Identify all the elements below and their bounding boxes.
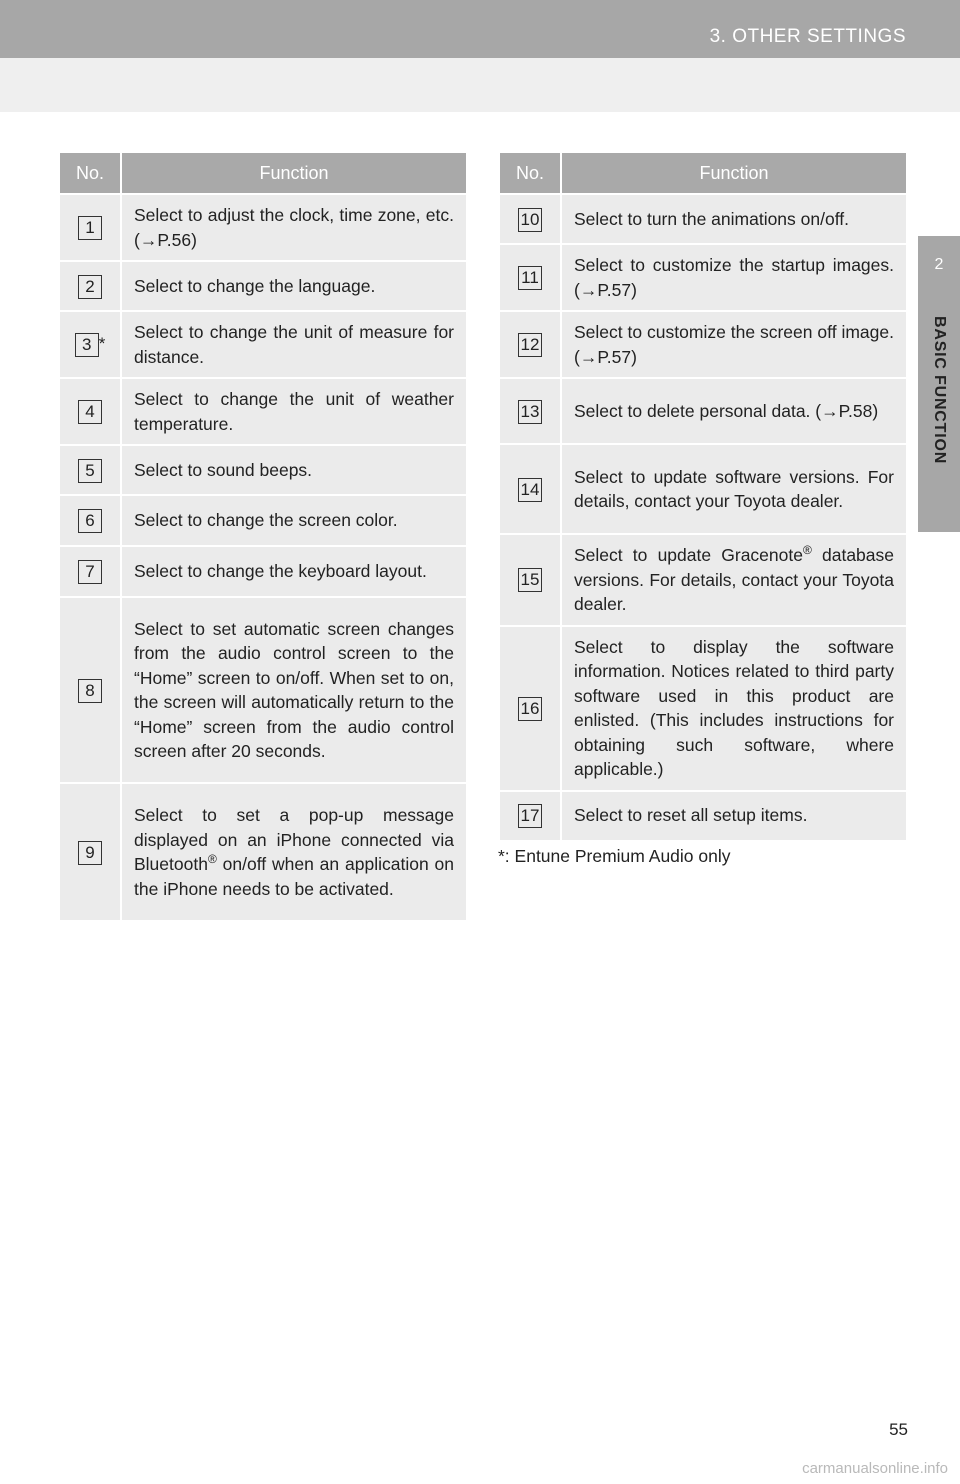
row-description: Select to change the keyboard layout. [122, 545, 466, 596]
row-description: Select to customize the startup images. (→P.57) [562, 243, 906, 310]
row-number: 16 [518, 697, 543, 721]
table-row [500, 790, 906, 840]
row-number: 9 [78, 841, 102, 865]
row-number-cell [60, 310, 122, 377]
header-band [0, 0, 960, 112]
table-row [500, 310, 906, 377]
row-number: 6 [78, 509, 102, 533]
column-header-function: Function [562, 153, 906, 193]
row-number: 13 [518, 400, 543, 424]
row-number-cell [60, 782, 122, 920]
row-number: 8 [78, 679, 102, 703]
row-description: Select to update software versions. For details, contact your Toyota dealer. [562, 443, 906, 533]
chapter-label: BASIC FUNCTION [931, 316, 948, 465]
description-text: database versions. For details, contact your Toyota dealer. [574, 545, 895, 614]
table-row [60, 193, 466, 260]
row-description: Select to change the language. [122, 260, 466, 310]
row-number-cell [500, 790, 562, 840]
row-number-cell [500, 625, 562, 790]
row-number-cell [60, 444, 122, 494]
row-number-cell [60, 260, 122, 310]
table-row [500, 193, 906, 243]
footnote: *: Entune Premium Audio only [498, 846, 731, 866]
table-row [60, 377, 466, 444]
column-header-no: No. [500, 153, 562, 193]
row-description: Select to delete personal data. (→P.58) [562, 377, 906, 443]
description-text: Select to update Gracenote [574, 545, 803, 565]
description-text: Select to set a pop-up message displayed on an iPhone connected via Bluetooth [134, 805, 454, 874]
table-row [60, 260, 466, 310]
function-table-right [500, 153, 906, 840]
row-number-cell [60, 377, 122, 444]
row-description: Select to display the software information. Notices related to third party software used in this product are enlisted. (This includes instructions for obtaining such software, where applicable.) [562, 625, 906, 790]
watermark-text: carmanualsonline.info [802, 1460, 948, 1477]
table-header-row [60, 153, 466, 193]
table-row [60, 310, 466, 377]
table-row [60, 782, 466, 920]
footnote-mark: * [98, 334, 106, 353]
row-number: 2 [78, 275, 102, 299]
table-row [60, 596, 466, 782]
function-table-left [60, 153, 466, 920]
table-header-row [500, 153, 906, 193]
table-row [500, 443, 906, 533]
table-row [60, 494, 466, 545]
row-description: Select to reset all setup items. [562, 790, 906, 840]
row-description: Select to adjust the clock, time zone, etc. (→P.56) [122, 193, 466, 260]
row-number: 12 [518, 333, 543, 357]
row-number: 1 [78, 216, 102, 240]
page-number: 55 [889, 1420, 908, 1439]
row-description: Select to customize the screen off image. (→P.57) [562, 310, 906, 377]
row-description: Select to change the unit of weather temperature. [122, 377, 466, 444]
row-number: 5 [78, 459, 102, 483]
row-number-cell [500, 310, 562, 377]
row-number-cell [500, 443, 562, 533]
row-number: 10 [518, 208, 543, 232]
row-number: 7 [78, 560, 102, 584]
chapter-number: 2 [934, 256, 944, 273]
row-number-cell [60, 596, 122, 782]
row-number-cell [500, 533, 562, 625]
table-row [60, 444, 466, 494]
description-text: on/off when an application on the iPhone needs to be activated. [134, 854, 454, 899]
row-description: Select to set automatic screen changes from the audio control screen to the “Home” screen to on/off. When set to on, the screen will automatically return to the “Home” screen from the audio control screen after 20 seconds. [122, 596, 466, 782]
table-row [500, 377, 906, 443]
row-description: Select to change the unit of measure for distance. [122, 310, 466, 377]
row-number: 17 [518, 804, 543, 828]
table-row [60, 545, 466, 596]
registered-mark: ® [207, 852, 217, 867]
column-header-function: Function [122, 153, 466, 193]
row-description: Select to sound beeps. [122, 444, 466, 494]
row-number: 15 [518, 568, 543, 592]
row-description: Select to change the screen color. [122, 494, 466, 545]
row-number: 4 [78, 400, 102, 424]
row-description: Select to turn the animations on/off. [562, 193, 906, 243]
row-number-cell [60, 494, 122, 545]
row-number-cell [60, 193, 122, 260]
table-row [500, 533, 906, 625]
row-number-cell [500, 377, 562, 443]
row-number-cell [60, 545, 122, 596]
row-number: 14 [518, 478, 543, 502]
row-number-cell [500, 193, 562, 243]
table-row [500, 243, 906, 310]
registered-mark: ® [802, 543, 812, 558]
row-description [122, 782, 466, 920]
row-number: 11 [518, 266, 542, 290]
column-header-no: No. [60, 153, 122, 193]
row-description [562, 533, 906, 625]
section-title: 3. OTHER SETTINGS [709, 26, 906, 47]
row-number: 3 [75, 333, 99, 357]
table-row [500, 625, 906, 790]
row-number-cell [500, 243, 562, 310]
